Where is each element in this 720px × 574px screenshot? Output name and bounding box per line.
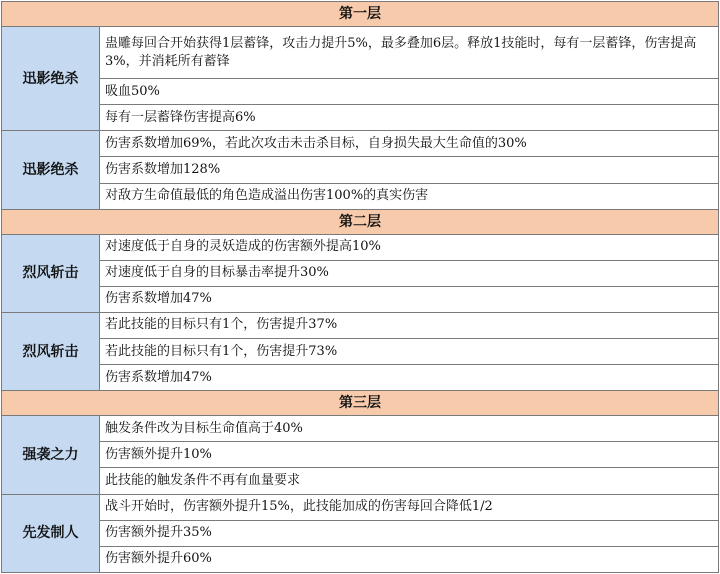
effect-row xyxy=(2,105,719,131)
skill-name: 迅影绝杀 xyxy=(2,131,100,209)
skill-effect: 伤害额外提升35% xyxy=(100,520,719,546)
skill-effect: 伤害系数增加128% xyxy=(100,157,719,183)
skill-effect: 吸血50% xyxy=(100,79,719,105)
skill-effect: 战斗开始时，伤害额外提升15%，此技能加成的伤害每回合降低1/2 xyxy=(100,494,719,520)
skill-effect: 伤害系数增加47% xyxy=(100,286,719,312)
effect-row xyxy=(2,312,719,338)
layer-title: 第二层 xyxy=(2,209,719,234)
layer-title: 第一层 xyxy=(2,2,719,27)
effect-row xyxy=(2,131,719,157)
layer-header xyxy=(2,209,719,234)
skill-name: 烈风斩击 xyxy=(2,312,100,390)
skill-name: 先发制人 xyxy=(2,494,100,573)
skill-effect: 对敌方生命值最低的角色造成溢出伤害100%的真实伤害 xyxy=(100,183,719,209)
skill-effect: 若此技能的目标只有1个，伤害提升73% xyxy=(100,339,719,365)
effect-row xyxy=(2,546,719,572)
effect-row xyxy=(2,79,719,105)
skill-effect: 蛊雕每回合开始获得1层蓄锋，攻击力提升5%，最多叠加6层。释放1技能时，每有一层蓄锋，伤害提高3%，并消耗所有蓄锋 xyxy=(100,27,719,79)
effect-row xyxy=(2,520,719,546)
skill-effect: 对速度低于自身的灵妖造成的伤害额外提高10% xyxy=(100,234,719,260)
skill-effect: 伤害系数增加69%，若此次攻击未击杀目标，自身损失最大生命值的30% xyxy=(100,131,719,157)
skill-effect: 伤害额外提升60% xyxy=(100,546,719,572)
effect-row xyxy=(2,234,719,260)
skill-effect: 此技能的触发条件不再有血量要求 xyxy=(100,468,719,494)
effect-row xyxy=(2,339,719,365)
effect-row xyxy=(2,416,719,442)
skill-effect: 每有一层蓄锋伤害提高6% xyxy=(100,105,719,131)
effect-row xyxy=(2,183,719,209)
effect-row xyxy=(2,260,719,286)
skill-effect: 若此技能的目标只有1个，伤害提升37% xyxy=(100,312,719,338)
skill-name: 强袭之力 xyxy=(2,416,100,494)
skill-effect: 伤害额外提升10% xyxy=(100,442,719,468)
effect-row xyxy=(2,468,719,494)
layer-header xyxy=(2,2,719,27)
skill-effect: 触发条件改为目标生命值高于40% xyxy=(100,416,719,442)
skill-effect: 伤害系数增加47% xyxy=(100,365,719,391)
layer-header xyxy=(2,391,719,416)
effect-row xyxy=(2,27,719,79)
effect-row xyxy=(2,157,719,183)
effect-row xyxy=(2,286,719,312)
skill-table xyxy=(1,1,719,573)
skill-effect: 对速度低于自身的目标暴击率提升30% xyxy=(100,260,719,286)
effect-row xyxy=(2,365,719,391)
skill-name: 迅影绝杀 xyxy=(2,27,100,131)
skill-name: 烈风斩击 xyxy=(2,234,100,312)
effect-row xyxy=(2,442,719,468)
effect-row xyxy=(2,494,719,520)
layer-title: 第三层 xyxy=(2,391,719,416)
